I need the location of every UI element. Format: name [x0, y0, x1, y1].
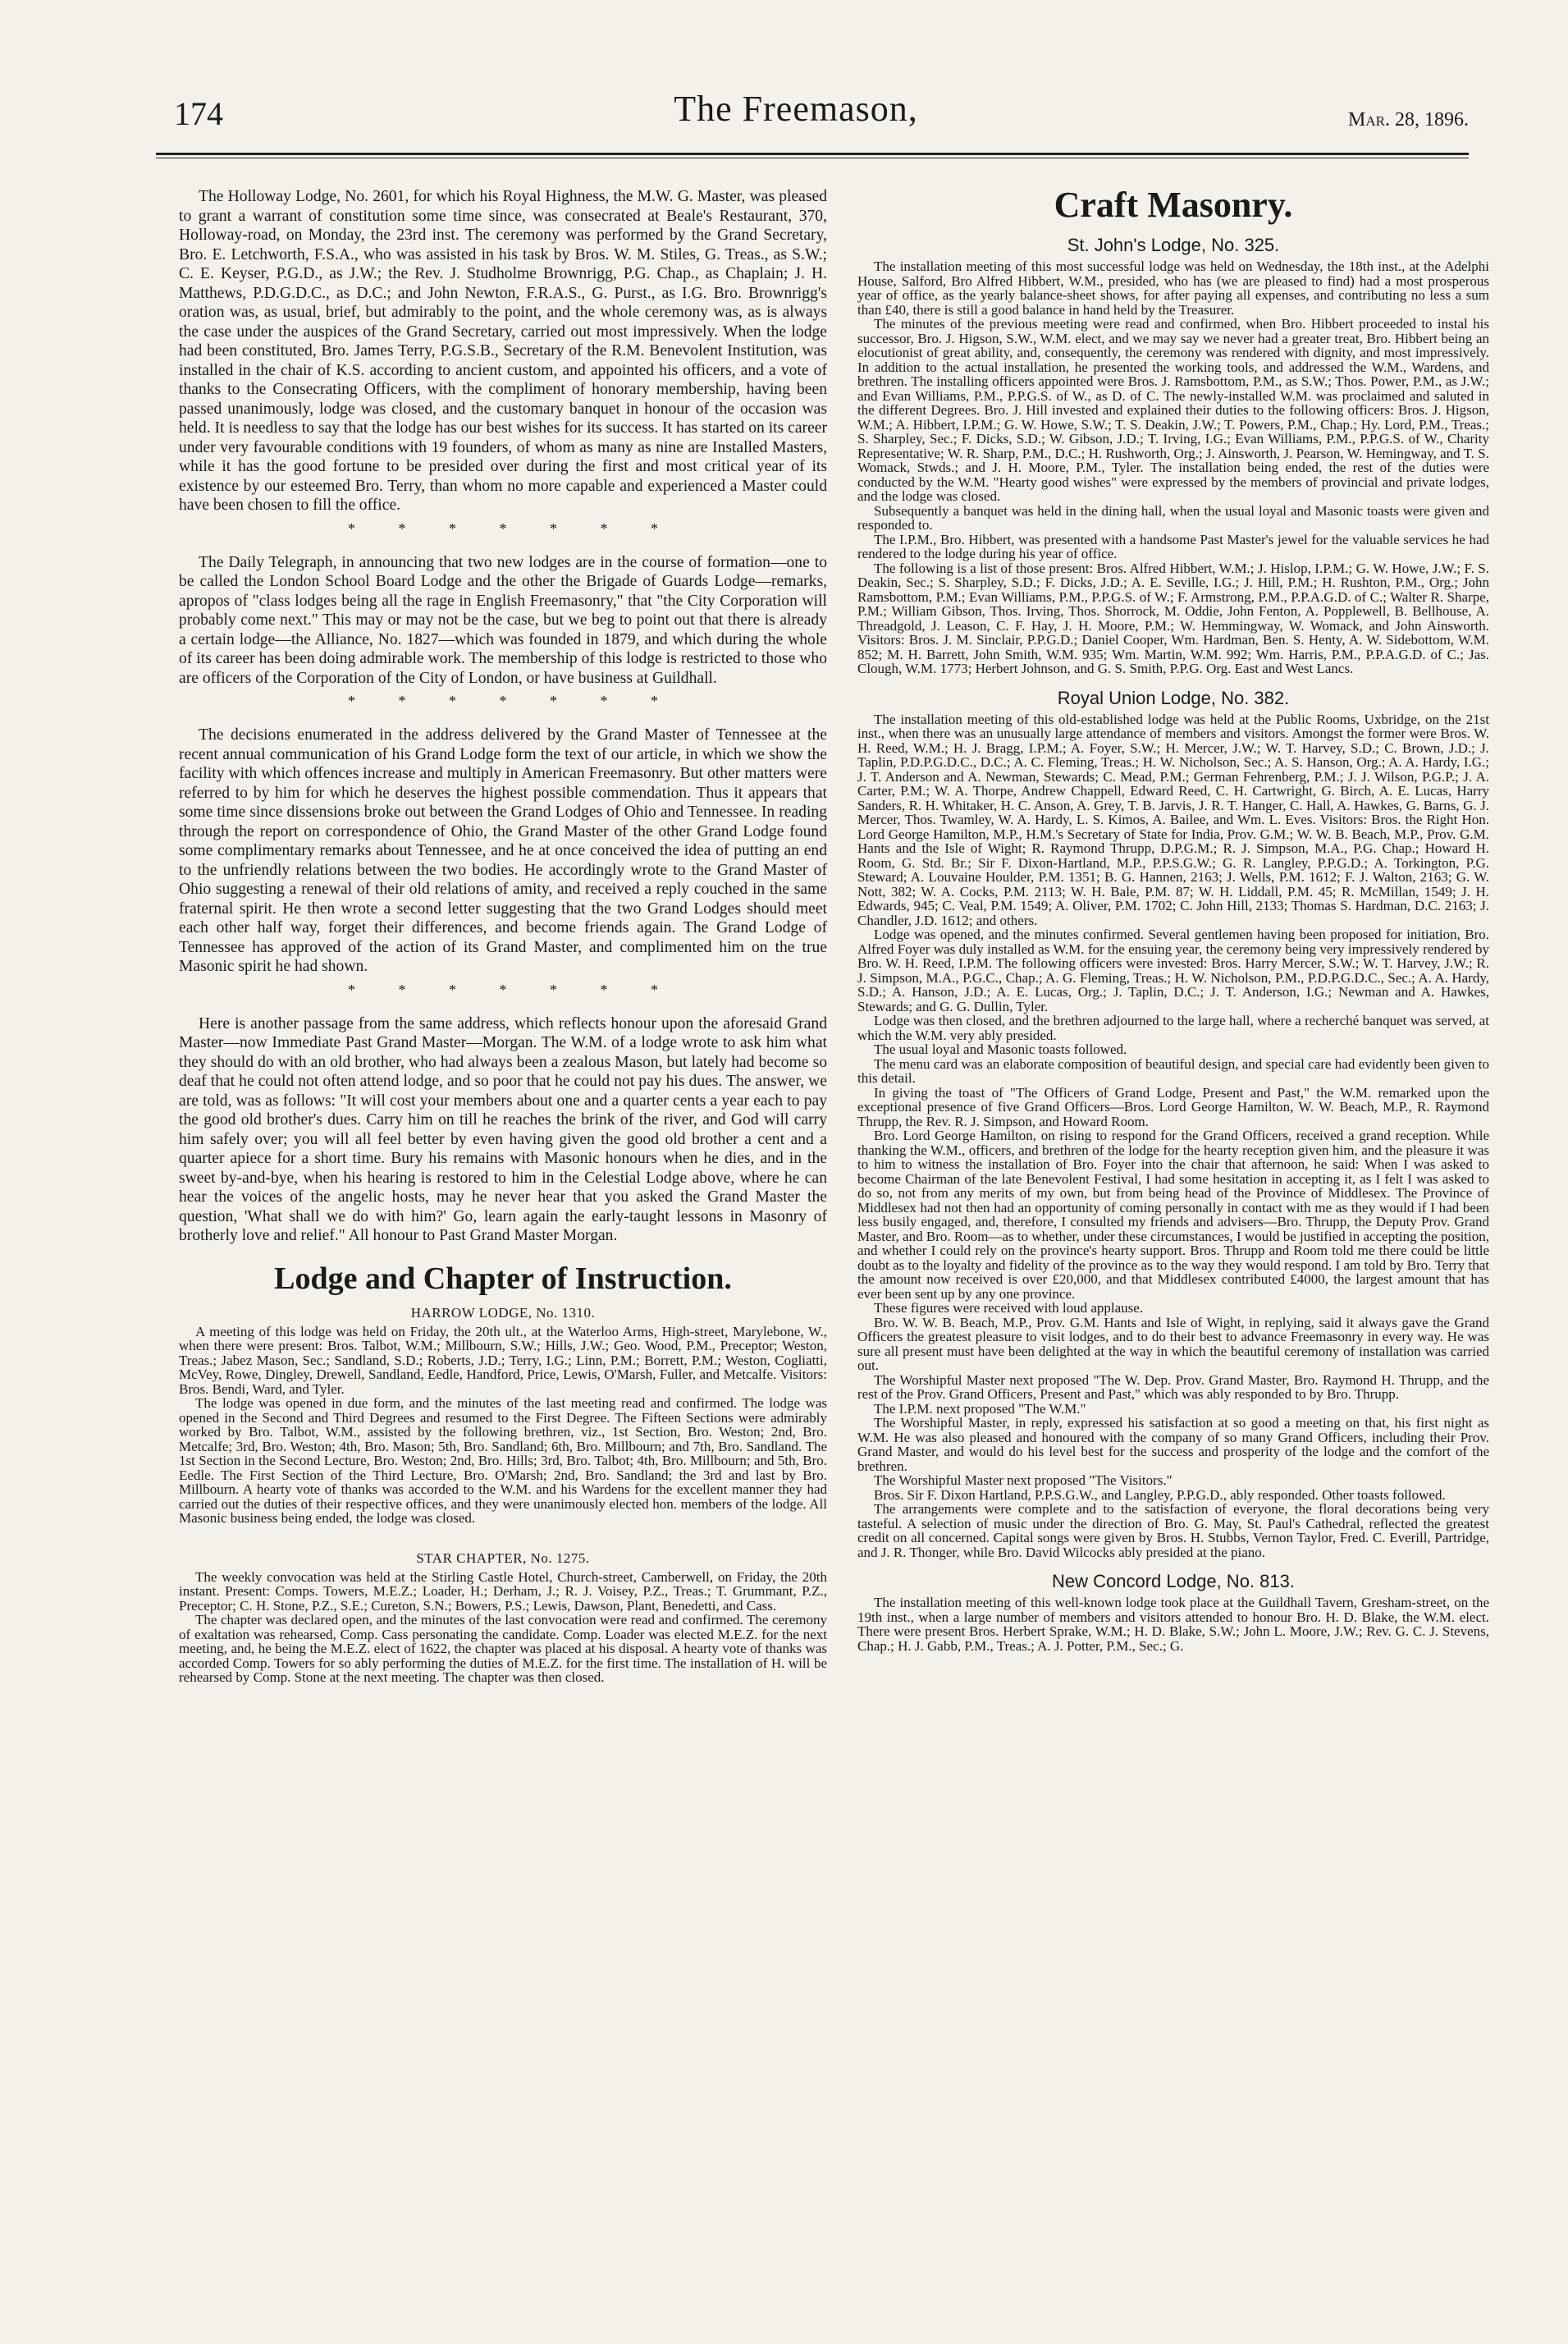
left-column [179, 187, 827, 1685]
royal-union-lodge-heading: Royal Union Lodge, No. 382. [1057, 687, 1290, 708]
royal-union-paragraph: The I.P.M. next proposed "The W.M." [874, 1400, 1086, 1417]
royal-union-paragraph: In giving the toast of "The Officers of Grand Lodge, Present and Past," the W.M. remarked upon the exceptional presence of five Grand Officers—Bros. Lord George Hamilton, W. W. Beach, M.P., R. Raymond Thrupp, the Rev. R. J. Simpson, and Howard Room. [857, 1084, 1489, 1129]
st-johns-lodge-heading: St. John's Lodge, No. 325. [1067, 235, 1280, 255]
royal-union-paragraph: These figures were received with loud applause. [874, 1300, 1144, 1316]
section-separator: * * * * * * * [348, 520, 658, 537]
harrow-paragraph: The lodge was opened in due form, and the minutes of the last meeting read and confirmed. The lodge was opened in the Second and Third Degrees and resumed to the First Degree. The Fifteen Sections were admirably worked by Bro. Talbot, W.M., assisted by the following brethren, viz., 1st Section, Bro. Weston; 2nd, Bro. Metcalfe; 3rd, Bro. Weston; 4th, Bro. Mason; 5th, Bro. Sandland; 6th, Bro. Millbourn; and 7th, Bro. Sandland. The 1st Section in the Second Lecture, Bro. Weston; 2nd, Bro. Hills; 3rd, Bro. Talbot; 4th, Bro. Millbourn; and 5th, Bro. Eedle. The First Section of the Third Lecture, Bro. O'Marsh; 2nd, Bro. Sandland; the 3rd and last by Bro. Millbourn. A hearty vote of thanks was accorded to the W.M. and his Wardens for the excellent manner they had carried out the duties of their respective offices, and they were unanimously elected hon. members of the lodge. All Masonic business being ended, the lodge was closed. [179, 1395, 827, 1526]
royal-union-paragraph: Bro. W. W. B. Beach, M.P., Prov. G.M. Hants and Isle of Wight, in replying, said it always gave the Grand Officers the greatest pleasure to visit lodges, and to do their best to advance Freemasonry in every way. He was sure all present must have been delighted at the way in which the beautiful ceremony of installation was carried out. [857, 1314, 1489, 1373]
holloway-paragraph: The Holloway Lodge, No. 2601, for which his Royal Highness, the M.W. G. Master, was pleased to grant a warrant of constitution some time since, was consecrated at Beale's Restaurant, 370, Holloway-road, on Monday, the 23rd inst. The ceremony was performed by the Grand Secretary, Bro. E. Letchworth, F.S.A., who was assisted in his task by Bros. W. M. Stiles, G. Treas., as S.W.; C. E. Keyser, P.G.D., as J.W.; the Rev. J. Studholme Brownrigg, P.G. Chap., as Chaplain; J. H. Matthews, P.D.G.D.C., as D.C.; and John Newton, F.R.A.S., G. Purst., as I.G. Bro. Brownrigg's oration was, as usual, brief, but admirably to the point, and the whole ceremony was, as is always the case under the auspices of the Grand Secretary, carried out most impressively. When the lodge had been constituted, Bro. James Terry, P.G.S.B., Secretary of the R.M. Benevolent Institution, was installed in the chair of K.S. according to ancient custom, and appointed his officers, and a vote of thanks to the Consecrating Officers, with the compliment of honorary membership, having been passed unanimously, lodge was closed, and the customary banquet in honour of the occasion was held. It is needless to say that the lodge has our best wishes for its success. It has started on its career under very favourable conditions with 19 founders, of whom as many as nine are Installed Masters, while it has the good fortune to be presided over during the first and most critical year of its existence by our esteemed Bro. Terry, than whom no more capable and experienced a Master could have been chosen to fill the office. [179, 188, 827, 514]
star-chapter-paragraph: The weekly convocation was held at the Stirling Castle Hotel, Church-street, Camberwell, on Friday, the 20th instant. Present: Comps. Towers, M.E.Z.; Loader, H.; Derham, J.; R. J. Voisey, P.Z., Treas.; T. Grummant, P.Z., Preceptor; C. H. Stone, P.Z., S.E.; Cureton, S.N.; Bowers, P.S.; Lewis, Dawson, Plant, Benedetti, and Cass. [179, 1568, 827, 1614]
right-column [857, 187, 1489, 1653]
section-separator: * * * * * * * [348, 693, 658, 709]
new-concord-lodge-heading: New Concord Lodge, No. 813. [1052, 1571, 1295, 1591]
royal-union-paragraph: The installation meeting of this old-established lodge was held at the Public Rooms, Uxbridge, on the 21st inst., when there was an unusually large attendance of members and visitors. Amongst the former were Bros. W. H. Reed, W.M.; H. J. Bragg, I.P.M.; A. Foyer, S.W.; H. Mercer, J.W.; W. T. Harvey, S.D.; C. Brown, J.D.; J. Taplin, P.D.P.G.D.C., D.C.; A. C. Fleming, Treas.; H. W. Nicholson, Sec.; A. S. Hanson, Org.; A. A. Hardy, I.G.; J. T. Anderson and A. Newman, Stewards; C. Mead, P.M.; German Fehrenberg, P.M.; J. J. Wilson, P.G.P.; J. A. Carter, P.M.; W. A. Thorpe, Andrew Chappell, Edward Reed, C. H. Cartwright, G. Birch, A. E. Lucas, Harry Sanders, R. H. Whitaker, H. C. Anson, A. Grey, T. B. Jarvis, J. R. T. Hanger, C. Hall, A. Hawkes, G. Barns, G. J. Mercer, Thos. Twamley, W. A. Hardy, L. S. Kimos, A. Bailee, and Wm. L. Eves. Visitors: Bros. the Right Hon. Lord George Hamilton, M.P., H.M.'s Secretary of State for India, Prov. G.M.; W. W. B. Beach, M.P., Prov. G.M. Hants and the Isle of Wight; R. Raymond Thrupp, D.P.G.M.; R. J. Simpson, M.A., P.G. Chap.; Howard H. Room, G. Std. Br.; Sir F. Dixon-Hartland, M.P., P.P.S.G.W.; G. R. Langley, P.P.G.D.; A. Torkington, P.G. Steward; A. Louvaine Houlder, P.M. 1351; B. G. Hannen, 2163; J. Wells, P.M. 1612; F. J. Walton, 2163; G. W. Nott, 382; W. A. Cocks, P.M. 2113; W. H. Bale, P.M. 87; W. H. Liddall, P.M. 45; R. McMillan, 1549; J. H. Edwards, 945; C. Veal, P.M. 1549; A. Oliver, P.M. 1702; C. John Hill, 2133; Thomas S. Hardman, D.C. 2163; J. Chandler, J.D. 1612; and others. [857, 711, 1489, 928]
st-johns-paragraph: The I.P.M., Bro. Hibbert, was presented with a handsome Past Master's jewel for the valuable services he had rendered to the lodge during his year of office. [857, 531, 1489, 561]
new-concord-paragraph: The installation meeting of this well-known lodge took place at the Guildhall Tavern, Gresham-street, on the 19th inst., when a large number of members and visitors attended to honour Bro. H. D. Blake, the W.M. elect. There were present Bros. Herbert Sprake, W.M.; H. D. Blake, S.W.; John L. Moore, J.W.; Rev. G. C. J. Stevens, Chap.; H. J. Gabb, P.M., Treas.; A. J. Potter, P.M., Sec.; G. [857, 1595, 1489, 1654]
royal-union-paragraph: The Worshipful Master next proposed "The W. Dep. Prov. Grand Master, Bro. Raymond H. Thrupp, and the rest of the Prov. Grand Officers, Present and Past," which was ably responded to by Bro. Thrupp. [857, 1371, 1489, 1402]
royal-union-paragraph: Lodge was then closed, and the brethren adjourned to the large hall, where a recherché banquet was served, at which the W.M. very ably presided. [857, 1013, 1489, 1043]
page-header [123, 89, 1469, 152]
issue-date: Mar. 28, 1896. [1348, 109, 1469, 130]
morgan-paragraph: Here is another passage from the same address, which reflects honour upon the aforesaid Grand Master—now Immediate Past Grand Master—Morgan. The W.M. of a lodge wrote to ask him what they should do with an old brother, who had always been a zealous Mason, but lately had become so deaf that he could not often attend lodge, and so poor that he could not pay his dues. The answer, we are told, was as follows: "It will cost your members about one and a quarter cents a year each to pay the good old brother's dues. Carry him on till he reaches the brink of the river, and God will carry him safely over; you will all feel better by even having given the good old brother a cent and a quarter apiece for a short time. Bury his remains with Masonic honours when he dies, and in the sweet by-and-bye, when his hearing is restored to him in the Celestial Lodge above, where he can hear the voices of the angelic hosts, may he never hear that you asked the Grand Master the question, 'What shall we do with him?' Go, learn again the early-taught lessons in Masonry of brotherly love and relief." All honour to Past Grand Master Morgan. [179, 1014, 827, 1244]
royal-union-paragraph: The Worshipful Master, in reply, expressed his satisfaction at so good a meeting on that, his first night as W.M. He was also pleased and honoured with the company of so many Grand Officers, including their Prov. Grand Master, and would do his level best for the success and prosperity of the lodge and the comfort of the brethren. [857, 1415, 1489, 1474]
tennessee-paragraph: The decisions enumerated in the address delivered by the Grand Master of Tennessee at the recent annual communication of his Grand Lodge form the text of our article, in which we show the facility with which offences increase and multiply in American Freemasonry. But other matters were referred to by him for which he deserves the highest possible commendation. Thus it appears that some time since dissensions broke out between the Grand Lodges of Ohio and Tennessee. In reading through the report on correspondence of Ohio, the Grand Master of the other Grand Lodge found some complimentary remarks about Tennessee, and he at once conceived the idea of putting an end to the unfriendly relations between the two bodies. He accordingly wrote to the Grand Master of Ohio suggesting a renewal of their old relations of amity, and received a reply couched in the same fraternal spirit. He then wrote a second letter suggesting that the two Grand Lodges should meet each other half way, forget their differences, and become friends again. The Grand Lodge of Tennessee has approved of the action of its Grand Master, and complimented him on the true Masonic spirit he had shown. [179, 726, 827, 975]
daily-telegraph-paragraph: The Daily Telegraph, in announcing that two new lodges are in the course of formation—one to be called the London School Board Lodge and the other the Brigade of Guards Lodge—remarks, apropos of "class lodges being all the rage in English Freemasonry," that "the City Corporation will probably come next." This may or may not be the case, but we beg to point out that there is already a certain lodge—the Alliance, No. 1827—which was founded in 1879, and which during the whole of its career has been doing admirable work. The membership of this lodge is restricted to those who are officers of the Corporation of the City of London, or have business at Guildhall. [179, 553, 827, 687]
section-separator: * * * * * * * [348, 981, 658, 998]
royal-union-paragraph: The arrangements were complete and to the satisfaction of everyone, the floral decorations being very tasteful. A selection of music under the direction of Bro. G. May, St. Paul's Cathedral, reflected the greatest credit on all concerned. Capital songs were given by Bros. H. Stubbs, Vernon Taylor, Fred. C. Everill, Partridge, and J. R. Thonger, while Bro. David Wilcocks ably presided at the piano. [857, 1501, 1489, 1560]
harrow-lodge-heading: HARROW LODGE, No. 1310. [410, 1304, 596, 1321]
royal-union-paragraph: Bro. Lord George Hamilton, on rising to respond for the Grand Officers, received a grand reception. While thanking the W.M., officers, and brethren of the lodge for the hearty reception given him, and the pleasure it was to him to witness the installation of Bro. Foyer into the chair that afternoon, he said: When I was asked to become Chairman of the late Benevolent Festival, I had some hesitation in accepting it, as I felt I was asked to do so, not from any merits of my own, but from being head of the Province of Middlesex. The Province of Middlesex had not then had an opportunity of coming personally in contact with me as they would if I had been less busily engaged, and, therefore, I consulted my friends and advisers—Bro. Thrupp, the Deputy Prov. Grand Master, and Bro. Room—as to whether, under these circumstances, I would be justified in accepting the position, and whether I could rely on the province's hearty support. Bros. Thrupp and Room told me there could be little doubt as to the loyalty and fidelity of the province as to the way they would respond. I am told by Bro. Terry that the amount now received is over £20,000, and that Middlesex contributed £4000, the largest amount that has ever been sent up by any one province. [857, 1128, 1489, 1302]
page-number: 174 [174, 95, 223, 132]
masthead: The Freemason, [674, 89, 918, 129]
royal-union-paragraph: Bros. Sir F. Dixon Hartland, P.P.S.G.W., and Langley, P.P.G.D., ably responded. Other toasts followed. [874, 1486, 1446, 1503]
royal-union-paragraph: The usual loyal and Masonic toasts followed. [874, 1042, 1127, 1057]
section-title-instruction: Lodge and Chapter of Instruction. [274, 1261, 732, 1296]
st-johns-paragraph: The minutes of the previous meeting were read and confirmed, when Bro. Hibbert proceeded to instal his successor, Bro. J. Higson, S.W., W.M. elect, and we may say we never had a greater treat, Bro. Hibbert being an elocutionist of great ability, and, consequently, the ceremony was rendered with dignity, and most impressively. In addition to the actual installation, he presented the working tools, and addressed the W.M., Wardens, and brethren. The installing officers appointed were Bros. J. Ramsbottom, P.M., as S.W.; Thos. Power, P.M., as J.W.; and Evan Williams, P.M., P.P.G.S. of W., as D. of C. The newly-installed W.M. was proclaimed and saluted in the different Degrees. Bro. J. Hill invested and explained their duties to the following officers: Bros. J. Higson, W.M.; A. Hibbert, I.P.M.; G. W. Howe, S.W.; T. S. Deakin, J.W.; T. Powers, P.M., Chap.; Hy. Lord, P.M., Treas.; S. Sharpley, Sec.; F. Dicks, S.D.; W. Gibson, J.D.; T. Irving, I.G.; Evan Williams, P.M., P.P.G.S. of W., Charity Representative; W. R. Sharp, P.M., D.C.; H. Rushworth, Org.; J. Ainsworth, J. Pearson, W. Hemingway, and T. S. Womack, Stwds.; and J. H. Moore, P.M., Tyler. The installation being ended, the rest of the duties were conducted by the W.M. "Hearty good wishes" were expressed by the members of provincial and private lodges, and the lodge was closed. [857, 316, 1489, 504]
header-rule [156, 153, 1469, 155]
st-johns-paragraph: The installation meeting of this most successful lodge was held on Wednesday, the 18th inst., at the Adelphi House, Salford, Bro Alfred Hibbert, W.M., presided, who has (we are pleased to find) had a most prosperous year of office, as the yearly balance-sheet shows, for after paying all expenses, and contributing no less a sum than £40, there is still a good balance in hand held by the Treasurer. [857, 259, 1489, 318]
harrow-paragraph: A meeting of this lodge was held on Friday, the 20th ult., at the Waterloo Arms, High-street, Marylebone, W., when there were present: Bros. Talbot, W.M.; Millbourn, S.W.; Hills, J.W.; Geo. Wood, P.M., Preceptor; Weston, Treas.; Jabez Mason, Sec.; Sandland, S.D.; Roberts, J.D.; Terry, I.G.; Linn, P.M.; Borrett, P.M.; Weston, Cogliatti, McVey, Rowe, Dingley, Drewell, Sandland, Eedle, Handford, Price, Lewis, O'Marsh, Fuller, and Metcalfe. Visitors: Bros. Bendi, Ward, and Tyler. [179, 1323, 827, 1397]
royal-union-paragraph: Lodge was opened, and the minutes confirmed. Several gentlemen having been proposed for initiation, Bro. Alfred Foyer was duly installed as W.M. for the ensuing year, the ceremony being very impressively rendered by Bro. W. H. Reed, I.P.M. The following officers were invested: Bros. Harry Mercer, S.W.; W. T. Harvey, J.W.; R. J. Simpson, M.A., P.G.C., Chap.; A. G. Fleming, Treas.; H. W. Nicholson, P.M., P.D.P.G.D.C., Sec.; A. A. Hardy, S.D.; A. Hanson, J.D.; A. E. Lucas, Org.; J. Taplin, D.C.; J. T. Anderson, I.G.; Newman and A. Hawkes, Stewards; and G. G. Dullin, Tyler. [857, 927, 1489, 1014]
star-chapter-paragraph: The chapter was declared open, and the minutes of the last convocation were read and confirmed. The ceremony of exaltation was rehearsed, Comp. Cass personating the candidate. Comp. Loader was elected M.E.Z. for the next meeting, and, he being the M.E.Z. elect of 1622, the chapter was placed at his disposal. A hearty vote of thanks was accorded Comp. Towers for so ably performing the duties of M.E.Z. for the first time. The installation of H. will be rehearsed by Comp. Stone at the next meeting. The chapter was then closed. [179, 1612, 827, 1685]
star-chapter-heading: STAR CHAPTER, No. 1275. [416, 1550, 590, 1566]
royal-union-paragraph: The menu card was an elaborate composition of beautiful design, and special care had evidently been given to this detail. [857, 1055, 1489, 1086]
royal-union-paragraph: The Worshipful Master next proposed "The Visitors." [874, 1472, 1173, 1488]
st-johns-paragraph: Subsequently a banquet was held in the dining hall, when the usual loyal and Masonic toasts were given and responded to. [857, 502, 1489, 533]
st-johns-paragraph: The following is a list of those present: Bros. Alfred Hibbert, W.M.; J. Hislop, I.P.M.; G. W. Howe, J.W.; F. S. Deakin, Sec.; S. Sharpley, S.D.; F. Dicks, J.D.; A. E. Seville, I.G.; J. Hill, P.M.; H. Rushton, P.M., Org.; John Ramsbottom, P.M.; Evan Williams, P.M., P.P.G.S. of W.; F. Armstrong, P.M., P.P.A.G.D. of C.; Walter R. Sharpe, P.M.; William Gibson, Thos. Irving, Thos. Shorrock, M. Oddie, John Fenton, A. Popplewell, B. Bellhouse, A. Threadgold, J. Leason, C. F. Hay, J. H. Moore, P.M.; W. Hemmingway, W. Womack, and John Ainsworth. Visitors: Bros. J. M. Sinclair, P.P.G.D.; Daniel Cooper, Wm. Hardman, Ben. S. Henty, A. W. Sidebottom, W.M. 852; M. H. Barrett, John Smith, W.M. 935; Wm. Martin, W.M. 992; Wm. Harris, P.M., P.P.A.G.D. of C.; Jas. Clough, W.M. 1773; Herbert Johnson, and G. S. Smith, P.P.G. Org. East and West Lancs. [857, 560, 1489, 676]
section-title-craft-masonry: Craft Masonry. [1054, 185, 1293, 225]
